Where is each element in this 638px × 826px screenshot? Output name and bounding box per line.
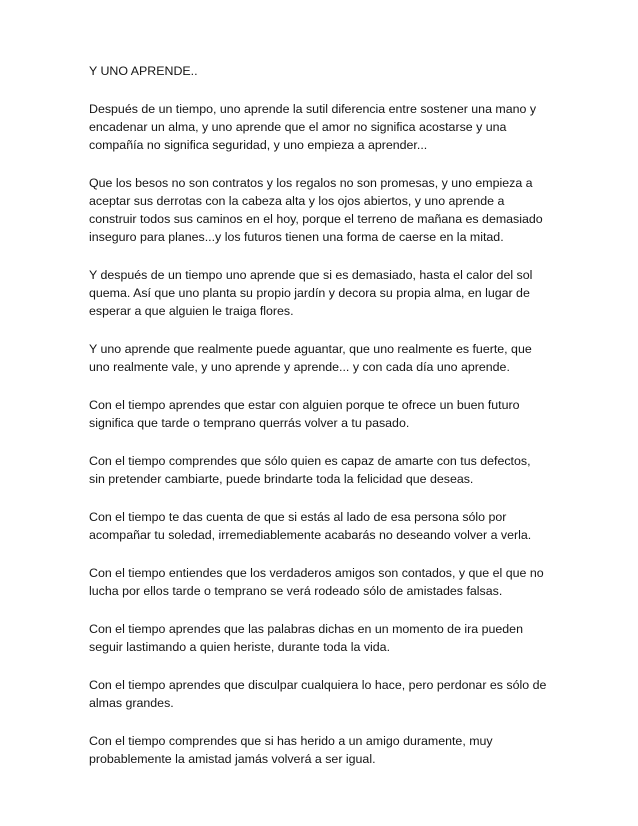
paragraph: Con el tiempo te das cuenta de que si estás al lado de esa persona sólo por acompañar tu soledad, irremediablemente acabarás no deseando volver a verla.	[89, 510, 532, 542]
document-title: Y UNO APRENDE..	[89, 64, 198, 78]
paragraph: Y después de un tiempo uno aprende que si es demasiado, hasta el calor del sol quema. Así que uno planta su propio jardín y decora su propia alma, en lugar de esperar a que alguien le traiga flores.	[89, 268, 533, 318]
paragraph: Con el tiempo aprendes que disculpar cualquiera lo hace, pero perdonar es sólo de almas grandes.	[89, 678, 547, 710]
document-page	[89, 62, 559, 788]
paragraph: Con el tiempo comprendes que sólo quien es capaz de amarte con tus defectos, sin pretender cambiarte, puede brindarte toda la felicidad que deseas.	[89, 454, 531, 486]
paragraph: Con el tiempo aprendes que las palabras dichas en un momento de ira pueden seguir lastimando a quien heriste, durante toda la vida.	[89, 622, 523, 654]
paragraph: Y uno aprende que realmente puede aguantar, que uno realmente es fuerte, que uno realmente vale, y uno aprende y aprende... y con cada día uno aprende.	[89, 342, 532, 374]
paragraph: Que los besos no son contratos y los regalos no son promesas, y uno empieza a aceptar sus derrotas con la cabeza alta y los ojos abiertos, y uno aprende a construir todos sus caminos en el hoy, porque el terreno de mañana es demasiado inseguro para planes...y los futuros tienen una forma de caerse en la mitad.	[89, 176, 543, 244]
paragraph: Con el tiempo aprendes que estar con alguien porque te ofrece un buen futuro significa que tarde o temprano querrás volver a tu pasado.	[89, 398, 520, 430]
paragraph: Después de un tiempo, uno aprende la sutil diferencia entre sostener una mano y encadenar un alma, y uno aprende que el amor no significa acostarse y una compañía no significa seguridad, y uno empieza a aprender...	[89, 102, 537, 152]
paragraph: Con el tiempo entiendes que los verdaderos amigos son contados, y que el que no lucha por ellos tarde o temprano se verá rodeado sólo de amistades falsas.	[89, 566, 544, 598]
paragraph: Con el tiempo comprendes que si has herido a un amigo duramente, muy probablemente la amistad jamás volverá a ser igual.	[89, 734, 493, 766]
